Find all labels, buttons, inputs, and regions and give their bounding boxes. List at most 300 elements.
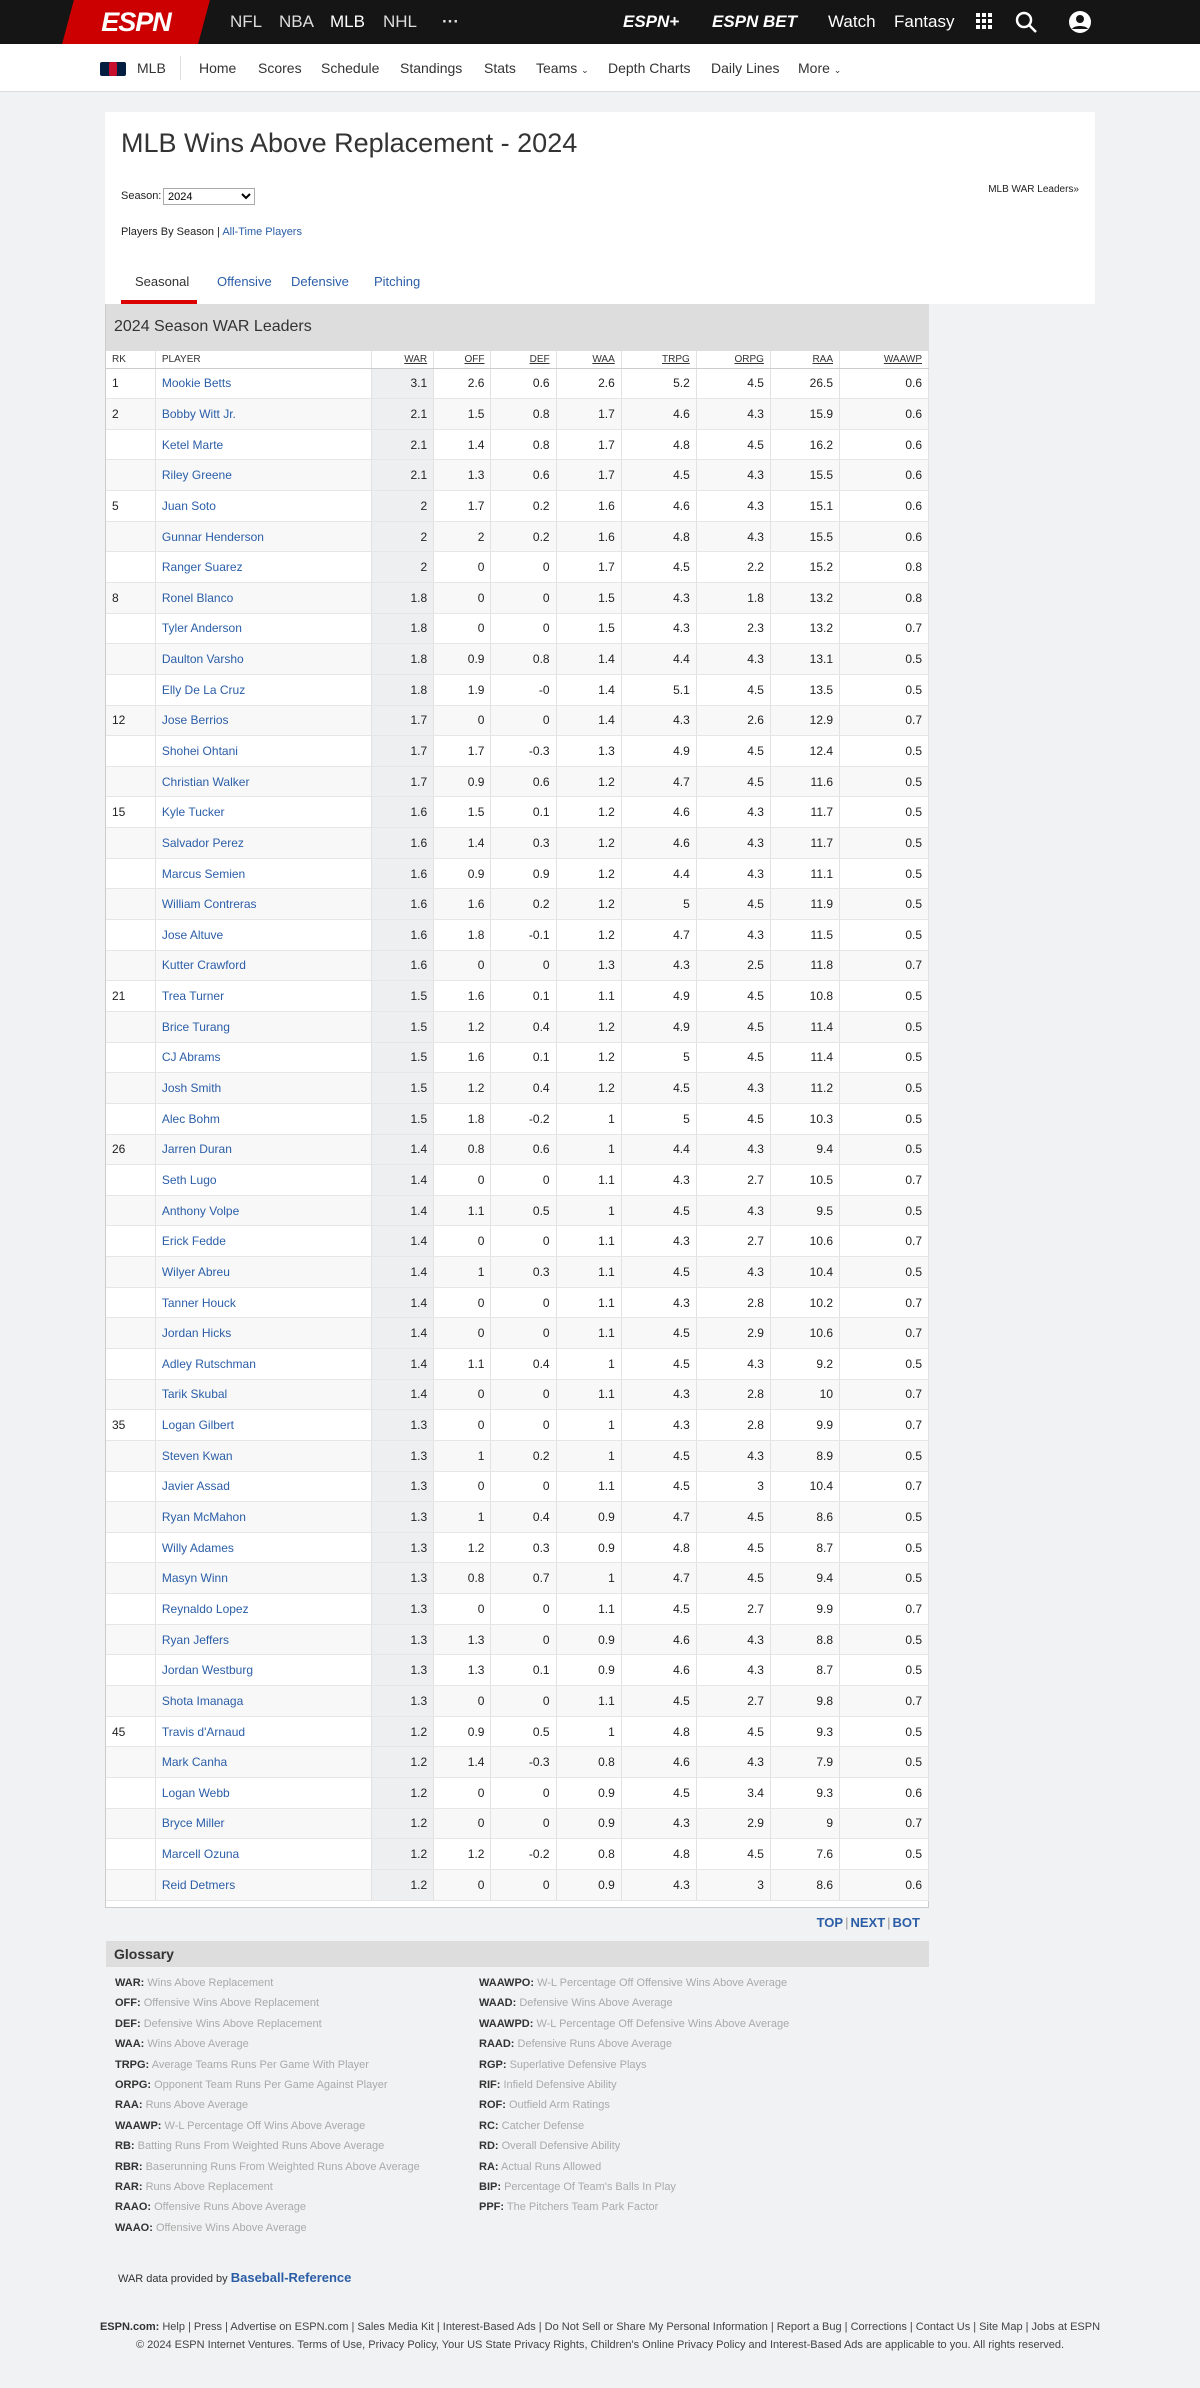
glossary-definition: Overall Defensive Ability: [501, 2140, 621, 2153]
player-link[interactable]: Josh Smith: [161, 1081, 222, 1096]
stat-cell-orpg: 4.5: [696, 429, 770, 460]
stat-cell-def: 0: [491, 1686, 556, 1717]
player-link[interactable]: Ryan McMahon: [161, 1510, 246, 1525]
player-link[interactable]: Kutter Crawford: [161, 958, 246, 973]
column-header-waawp[interactable]: WAAWP: [840, 351, 929, 368]
stat-cell-waawp: 0.7: [840, 1410, 929, 1441]
stat-cell-def: 0: [491, 552, 556, 583]
stat-cell-waa: 1.1: [556, 1257, 621, 1288]
player-cell: [155, 828, 371, 859]
glossary-definition: Offensive Runs Above Average: [154, 2201, 306, 2214]
player-link[interactable]: Willy Adames: [161, 1540, 234, 1555]
stat-cell-waawp: 0.6: [840, 399, 929, 430]
stat-cell-war: 1.2: [371, 1716, 433, 1747]
table-title: 2024 Season WAR Leaders: [106, 304, 929, 351]
stat-cell-raa: 10.4: [770, 1257, 839, 1288]
stat-cell-war: 1.3: [371, 1686, 433, 1717]
player-link[interactable]: Alec Bohm: [161, 1111, 220, 1126]
rank-cell: [106, 1440, 155, 1471]
stat-cell-trpg: 4.3: [621, 1165, 696, 1196]
player-link[interactable]: Jordan Westburg: [161, 1663, 254, 1678]
rank-cell: [106, 1379, 155, 1410]
table-row: [106, 1440, 929, 1471]
stat-cell-waa: 1: [556, 1563, 621, 1594]
stat-cell-waawp: 0.5: [840, 674, 929, 705]
player-cell: [155, 889, 371, 920]
stat-cell-def: 0: [491, 1318, 556, 1349]
player-cell: [155, 460, 371, 491]
player-cell: [155, 1716, 371, 1747]
league-name[interactable]: MLB: [137, 60, 166, 76]
stat-cell-waawp: 0.5: [840, 1440, 929, 1471]
player-link[interactable]: Jose Berrios: [161, 713, 229, 728]
stat-cell-waa: 1.7: [556, 399, 621, 430]
player-link[interactable]: Brice Turang: [161, 1019, 230, 1034]
column-header-orpg[interactable]: ORPG: [696, 351, 770, 368]
stat-cell-waa: 1.2: [556, 920, 621, 951]
glossary-term: WAR:: [115, 1977, 145, 1989]
stat-cell-orpg: 4.3: [696, 521, 770, 552]
player-link[interactable]: Bryce Miller: [161, 1816, 225, 1831]
stat-cell-waawp: 0.6: [840, 521, 929, 552]
player-cell: [155, 981, 371, 1012]
stat-cell-waa: 0.9: [556, 1655, 621, 1686]
glossary-term: RAR:: [115, 2181, 143, 2193]
table-row: [106, 1042, 929, 1073]
table-row: [106, 1716, 929, 1747]
glossary-entry: [115, 2201, 306, 2213]
table-row: [106, 491, 929, 522]
player-link[interactable]: Reynaldo Lopez: [161, 1601, 249, 1616]
subnav-scores[interactable]: Scores: [258, 60, 302, 76]
glossary-definition: The Pitchers Team Park Factor: [506, 2201, 659, 2214]
player-link[interactable]: Tyler Anderson: [161, 621, 242, 636]
stat-cell-trpg: 4.8: [621, 1839, 696, 1870]
glossary-term: WAAWP:: [115, 2119, 162, 2132]
player-link[interactable]: Travis d'Arnaud: [161, 1724, 246, 1739]
stat-cell-trpg: 4.5: [621, 1594, 696, 1625]
glossary-entry: [479, 2099, 610, 2111]
war-leaders-table-section: [105, 304, 929, 2285]
stat-cell-orpg: 4.3: [696, 828, 770, 859]
stat-cell-off: 1: [434, 1257, 491, 1288]
stat-cell-orpg: 4.5: [696, 1839, 770, 1870]
player-cell: [155, 1777, 371, 1808]
player-cell: [155, 1532, 371, 1563]
stat-cell-waawp: 0.5: [840, 1532, 929, 1563]
stat-cell-orpg: 2.7: [696, 1594, 770, 1625]
espn-plus-link[interactable]: ESPN+: [623, 12, 680, 31]
player-link[interactable]: Jarren Duran: [161, 1142, 232, 1157]
stat-cell-def: 0: [491, 705, 556, 736]
rank-cell: [106, 1257, 155, 1288]
table-row: [106, 1624, 929, 1655]
stat-cell-waa: 1.2: [556, 1011, 621, 1042]
nav-nfl[interactable]: NFL: [230, 12, 263, 31]
search-icon[interactable]: [1014, 10, 1038, 40]
stat-cell-waawp: 0.5: [840, 644, 929, 675]
apps-grid-icon[interactable]: [975, 10, 993, 38]
stat-cell-waa: 1.2: [556, 1073, 621, 1104]
stat-cell-trpg: 4.8: [621, 521, 696, 552]
stat-cell-orpg: 4.5: [696, 889, 770, 920]
rank-cell: [106, 1195, 155, 1226]
glossary-entry: [479, 2059, 647, 2071]
player-link[interactable]: Elly De La Cruz: [161, 682, 246, 697]
baseball-reference-link[interactable]: Baseball-Reference: [230, 2270, 352, 2285]
stat-cell-waawp: 0.8: [840, 552, 929, 583]
stat-cell-raa: 15.2: [770, 552, 839, 583]
stat-cell-off: 0.9: [434, 644, 491, 675]
page-header-panel: [105, 112, 1095, 304]
player-link[interactable]: Trea Turner: [161, 989, 225, 1004]
player-link[interactable]: Ryan Jeffers: [161, 1632, 230, 1647]
tab-defensive[interactable]: Defensive: [291, 274, 349, 289]
stat-cell-trpg: 4.4: [621, 858, 696, 889]
player-link[interactable]: Steven Kwan: [161, 1448, 233, 1463]
subnav-depth-charts[interactable]: Depth Charts: [608, 60, 691, 76]
player-link[interactable]: Logan Webb: [161, 1785, 230, 1800]
subnav-daily-lines[interactable]: Daily Lines: [711, 60, 780, 76]
stat-cell-waa: 1.5: [556, 582, 621, 613]
stat-cell-raa: 11.9: [770, 889, 839, 920]
player-link[interactable]: Tanner Houck: [161, 1295, 236, 1310]
column-header-trpg[interactable]: TRPG: [621, 351, 696, 368]
player-link[interactable]: Christian Walker: [161, 774, 250, 789]
stat-cell-off: 0: [434, 705, 491, 736]
nav-nhl[interactable]: NHL: [383, 12, 418, 31]
stat-cell-trpg: 4.5: [621, 552, 696, 583]
stat-cell-def: 0: [491, 1287, 556, 1318]
stat-cell-waa: 1.3: [556, 950, 621, 981]
stat-cell-raa: 12.9: [770, 705, 839, 736]
stat-cell-off: 1.2: [434, 1073, 491, 1104]
player-cell: [155, 1655, 371, 1686]
stat-cell-orpg: 4.5: [696, 981, 770, 1012]
glossary-term: RA:: [479, 2160, 499, 2173]
column-header-waa[interactable]: WAA: [556, 351, 621, 368]
stat-cell-off: 1.2: [434, 1532, 491, 1563]
table-row: [106, 399, 929, 430]
player-link[interactable]: Ranger Suarez: [161, 560, 243, 575]
tab-seasonal[interactable]: Seasonal: [135, 274, 190, 289]
stat-cell-war: 1.5: [371, 1103, 433, 1134]
stat-cell-waa: 1: [556, 1440, 621, 1471]
subnav-stats[interactable]: Stats: [484, 60, 516, 76]
stat-cell-waawp: 0.5: [840, 1655, 929, 1686]
player-cell: [155, 705, 371, 736]
stat-cell-trpg: 4.5: [621, 1349, 696, 1380]
player-link[interactable]: Wilyer Abreu: [161, 1264, 230, 1279]
glossary-definition: Wins Above Average: [147, 2038, 249, 2051]
player-link[interactable]: Salvador Perez: [161, 835, 244, 850]
stat-cell-orpg: 2.7: [696, 1165, 770, 1196]
player-cell: [155, 399, 371, 430]
stat-cell-waa: 1: [556, 1716, 621, 1747]
tab-offensive[interactable]: Offensive: [217, 274, 272, 289]
player-cell: [155, 1042, 371, 1073]
stat-cell-off: 0.9: [434, 858, 491, 889]
player-link[interactable]: Masyn Winn: [161, 1571, 228, 1586]
stat-cell-waawp: 0.5: [840, 1073, 929, 1104]
table-row: [106, 889, 929, 920]
stat-cell-trpg: 4.6: [621, 828, 696, 859]
pager-next-link[interactable]: NEXT: [850, 1915, 886, 1930]
stat-cell-orpg: 2.7: [696, 1686, 770, 1717]
stat-cell-trpg: 4.8: [621, 1532, 696, 1563]
stat-cell-raa: 9.5: [770, 1195, 839, 1226]
rank-cell: [106, 1839, 155, 1870]
subnav-divider: [180, 56, 181, 80]
table-row: [106, 1532, 929, 1563]
table-row: [106, 368, 929, 399]
player-link[interactable]: Daulton Varsho: [161, 652, 244, 667]
stat-cell-waa: 1.4: [556, 705, 621, 736]
player-link[interactable]: Ronel Blanco: [161, 590, 234, 605]
glossary-definition: Runs Above Average: [145, 2099, 249, 2112]
stat-cell-raa: 10.2: [770, 1287, 839, 1318]
stat-cell-raa: 9.9: [770, 1594, 839, 1625]
player-link[interactable]: Gunnar Henderson: [161, 529, 264, 544]
stat-cell-waawp: 0.5: [840, 1624, 929, 1655]
glossary-definition: Baserunning Runs From Weighted Runs Above Average: [145, 2160, 420, 2173]
glossary-definition: Defensive Wins Above Replacement: [143, 2017, 322, 2030]
player-link[interactable]: William Contreras: [161, 897, 257, 912]
player-link[interactable]: Javier Assad: [161, 1479, 230, 1494]
subnav-schedule[interactable]: Schedule: [321, 60, 380, 76]
stat-cell-waawp: 0.6: [840, 491, 929, 522]
stat-cell-war: 1.6: [371, 889, 433, 920]
stat-cell-war: 1.6: [371, 797, 433, 828]
nav-fantasy[interactable]: Fantasy: [894, 12, 955, 31]
stat-cell-waawp: 0.5: [840, 1563, 929, 1594]
rank-cell: [106, 552, 155, 583]
column-header-raa[interactable]: RAA: [770, 351, 839, 368]
player-link[interactable]: Jose Altuve: [161, 927, 224, 942]
player-link[interactable]: Seth Lugo: [161, 1172, 217, 1187]
espn-logo[interactable]: ESPN: [62, 0, 210, 44]
glossary-term: BIP:: [479, 2181, 501, 2193]
table-row: [106, 766, 929, 797]
stat-cell-raa: 15.9: [770, 399, 839, 430]
stat-cell-waa: 1.2: [556, 766, 621, 797]
pager-sep: |: [887, 1915, 891, 1930]
top-navigation: [0, 0, 1200, 44]
glossary-entry: [479, 2201, 658, 2213]
stat-cell-raa: 13.2: [770, 582, 839, 613]
stat-cell-off: 0: [434, 1379, 491, 1410]
stat-cell-waawp: 0.6: [840, 460, 929, 491]
player-link[interactable]: Bobby Witt Jr.: [161, 406, 236, 421]
player-link[interactable]: Shota Imanaga: [161, 1693, 244, 1708]
table-row: [106, 1471, 929, 1502]
pager-top-link[interactable]: TOP: [816, 1915, 844, 1930]
subnav-more[interactable]: More ⌄: [798, 60, 842, 76]
player-link[interactable]: Juan Soto: [161, 498, 216, 513]
stat-cell-off: 0: [434, 613, 491, 644]
player-link[interactable]: Adley Rutschman: [161, 1356, 256, 1371]
glossary-term: OFF:: [115, 1997, 141, 2010]
rank-cell: [106, 828, 155, 859]
stat-cell-def: 0.8: [491, 644, 556, 675]
rank-cell: [106, 1349, 155, 1380]
glossary-entry: [479, 2038, 672, 2050]
stat-cell-war: 1.6: [371, 950, 433, 981]
table-row: [106, 1839, 929, 1870]
stat-cell-off: 1.6: [434, 889, 491, 920]
stat-cell-waawp: 0.6: [840, 1869, 929, 1900]
rank-cell: [106, 521, 155, 552]
stat-cell-trpg: 4.9: [621, 981, 696, 1012]
stat-cell-raa: 9.4: [770, 1563, 839, 1594]
stat-cell-raa: 10.5: [770, 1165, 839, 1196]
player-link[interactable]: Mark Canha: [161, 1755, 228, 1770]
mlb-logo-icon: [100, 62, 126, 76]
stat-cell-def: 0.7: [491, 1563, 556, 1594]
subnav-teams[interactable]: Teams ⌄: [536, 60, 589, 76]
stat-cell-off: 1.4: [434, 429, 491, 460]
stat-cell-waa: 0.9: [556, 1808, 621, 1839]
stat-cell-raa: 9.9: [770, 1410, 839, 1441]
stat-cell-def: 0.1: [491, 797, 556, 828]
rank-cell: [106, 1808, 155, 1839]
footer-links[interactable]: Help | Press | Advertise on ESPN.com | Sales Media Kit | Interest-Based Ads | Do Not Sell or Share My Personal Information | Report a Bug | Corrections | Contact Us | Site Map | Jobs at ESPN: [162, 2321, 1101, 2333]
stat-cell-trpg: 4.6: [621, 1655, 696, 1686]
filter-sep: |: [217, 226, 220, 238]
table-row: [106, 582, 929, 613]
war-leaders-link[interactable]: MLB WAR Leaders»: [988, 184, 1079, 195]
glossary-term: WAA:: [115, 2038, 145, 2051]
stat-cell-raa: 10.8: [770, 981, 839, 1012]
rank-cell: [106, 766, 155, 797]
nav-nba[interactable]: NBA: [279, 12, 314, 31]
stat-cell-waa: 1.3: [556, 736, 621, 767]
nav-mlb[interactable]: MLB: [330, 12, 365, 31]
player-link[interactable]: Shohei Ohtani: [161, 744, 238, 758]
stat-cell-waa: 0.9: [556, 1532, 621, 1563]
rank-cell: 2: [106, 399, 155, 430]
column-header-off[interactable]: OFF: [434, 351, 491, 368]
stat-cell-war: 1.8: [371, 582, 433, 613]
table-row: [106, 797, 929, 828]
stat-cell-waa: 0.9: [556, 1869, 621, 1900]
player-link[interactable]: Riley Greene: [161, 468, 232, 483]
stat-cell-waa: 1.1: [556, 1379, 621, 1410]
table-row: [106, 981, 929, 1012]
rank-cell: 12: [106, 705, 155, 736]
stat-cell-trpg: 4.6: [621, 1747, 696, 1778]
player-link[interactable]: Tarik Skubal: [161, 1387, 228, 1402]
player-link[interactable]: Kyle Tucker: [161, 805, 225, 820]
pager: [817, 1915, 920, 1930]
glossary-definition: Defensive Runs Above Average: [517, 2038, 673, 2051]
table-row: [106, 1563, 929, 1594]
player-link[interactable]: Marcus Semien: [161, 866, 246, 881]
stat-cell-trpg: 4.3: [621, 1808, 696, 1839]
glossary-definition: Percentage Of Team's Balls In Play: [504, 2181, 676, 2193]
rank-cell: [106, 1103, 155, 1134]
player-link[interactable]: Logan Gilbert: [161, 1418, 234, 1433]
stat-cell-trpg: 4.3: [621, 582, 696, 613]
nav-watch[interactable]: Watch: [828, 12, 876, 31]
player-cell: [155, 1165, 371, 1196]
stat-cell-waa: 1: [556, 1410, 621, 1441]
stat-cell-off: 1: [434, 1502, 491, 1533]
stat-cell-orpg: 4.3: [696, 1624, 770, 1655]
stat-cell-waawp: 0.7: [840, 1226, 929, 1257]
player-link[interactable]: CJ Abrams: [161, 1050, 221, 1065]
player-link[interactable]: Marcell Ozuna: [161, 1847, 240, 1862]
rank-cell: 45: [106, 1716, 155, 1747]
glossary-term: RGP:: [479, 2058, 507, 2071]
stat-cell-trpg: 4.4: [621, 644, 696, 675]
stat-cell-war: 1.6: [371, 828, 433, 859]
stat-cell-waa: 1.6: [556, 521, 621, 552]
glossary-definition: W-L Percentage Off Offensive Wins Above Average: [537, 1977, 788, 1989]
stat-cell-orpg: 4.5: [696, 736, 770, 767]
account-icon[interactable]: [1068, 10, 1092, 40]
rank-cell: [106, 613, 155, 644]
stat-cell-raa: 11.2: [770, 1073, 839, 1104]
player-cell: [155, 1318, 371, 1349]
credit-text: WAR data provided by: [118, 2273, 228, 2285]
stat-cell-orpg: 4.5: [696, 1011, 770, 1042]
column-header-def[interactable]: DEF: [491, 351, 556, 368]
player-link[interactable]: Jordan Hicks: [161, 1326, 232, 1341]
stat-cell-raa: 10.3: [770, 1103, 839, 1134]
stat-cell-orpg: 2.8: [696, 1379, 770, 1410]
stat-cell-war: 2: [371, 491, 433, 522]
stat-cell-orpg: 4.5: [696, 1042, 770, 1073]
all-time-players-link[interactable]: All-Time Players: [222, 226, 302, 238]
glossary-entry: [479, 2161, 601, 2173]
stat-cell-def: 0: [491, 1869, 556, 1900]
stat-cell-trpg: 4.6: [621, 399, 696, 430]
player-link[interactable]: Ketel Marte: [161, 437, 224, 452]
column-header-war[interactable]: WAR: [371, 351, 433, 368]
glossary-entry: [479, 2018, 789, 2030]
stat-cell-trpg: 4.3: [621, 1379, 696, 1410]
stat-cell-waa: 1.7: [556, 552, 621, 583]
rank-cell: [106, 1655, 155, 1686]
season-select[interactable]: [163, 188, 255, 205]
tab-pitching[interactable]: Pitching: [374, 274, 421, 289]
player-link[interactable]: Anthony Volpe: [161, 1203, 240, 1218]
player-link[interactable]: Erick Fedde: [161, 1234, 226, 1249]
player-link[interactable]: Reid Detmers: [161, 1877, 236, 1892]
rank-cell: 26: [106, 1134, 155, 1165]
table-row: [106, 460, 929, 491]
players-filter: [121, 226, 302, 238]
stat-cell-def: 0.5: [491, 1195, 556, 1226]
stat-cell-war: 1.3: [371, 1655, 433, 1686]
stat-cell-off: 0: [434, 1318, 491, 1349]
rank-cell: [106, 1686, 155, 1717]
stat-cell-orpg: 2.5: [696, 950, 770, 981]
nav-more-icon[interactable]: ···: [442, 12, 459, 31]
player-link[interactable]: Mookie Betts: [161, 376, 232, 391]
stat-cell-raa: 9.3: [770, 1716, 839, 1747]
player-cell: [155, 1747, 371, 1778]
player-cell: [155, 1839, 371, 1870]
stat-cell-war: 1.4: [371, 1379, 433, 1410]
subnav-standings[interactable]: Standings: [400, 60, 463, 76]
pager-bot-link[interactable]: BOT: [892, 1915, 920, 1930]
subnav-home[interactable]: Home: [199, 60, 237, 76]
espn-bet-link[interactable]: ESPN BET: [712, 12, 798, 31]
stat-cell-waa: 1.2: [556, 797, 621, 828]
stat-cell-trpg: 4.9: [621, 736, 696, 767]
